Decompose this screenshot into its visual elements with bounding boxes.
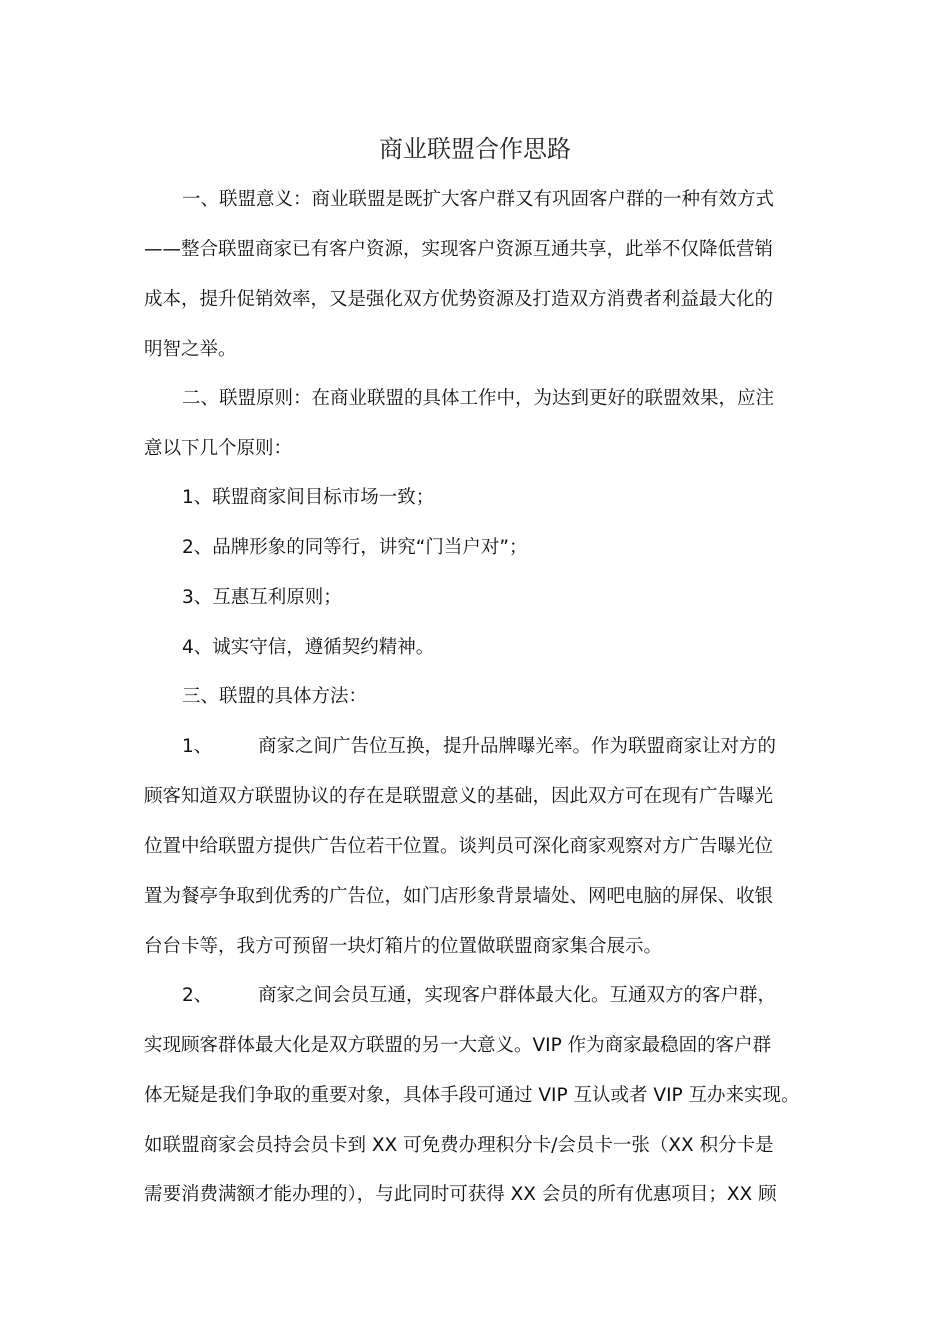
section-heading: 三、联盟的具体方法： [182, 686, 368, 707]
paragraph-line: 明智之举。 [144, 339, 237, 360]
paragraph-line: 成本，提升促销效率，又是强化双方优势资源及打造双方消费者利益最大化的 [144, 289, 774, 310]
paragraph-line: 意以下几个原则： [144, 438, 293, 459]
list-item: 2、品牌形象的同等行，讲究“门当户对”； [182, 537, 528, 558]
paragraph-line: 一、联盟意义：商业联盟是既扩大客户群又有巩固客户群的一种有效方式 [182, 189, 775, 210]
list-item: 1、联盟商家间目标市场一致； [182, 487, 435, 508]
list-item: 3、互惠互利原则； [182, 587, 342, 608]
paragraph-line: 体无疑是我们争取的重要对象，具体手段可通过 VIP 互认或者 VIP 互办来实现。 [144, 1085, 800, 1106]
paragraph-line: 位置中给联盟方提供广告位若干位置。谈判员可深化商家观察对方广告曝光位 [144, 836, 774, 857]
paragraph-line [182, 732, 814, 762]
paragraph-line: 置为餐亭争取到优秀的广告位，如门店形象背景墙处、网吧电脑的屏保、收银 [144, 886, 774, 907]
paragraph-line: 实现顾客群体最大化是双方联盟的另一大意义。VIP 作为商家最稳固的客户群 [144, 1035, 772, 1056]
paragraph-line: ——整合联盟商家已有客户资源，实现客户资源互通共享，此举不仅降低营销 [144, 239, 774, 260]
paragraph-line: 如联盟商家会员持会员卡到 XX 可免费办理积分卡/会员卡一张（XX 积分卡是 [144, 1135, 774, 1156]
paragraph-line: 二、联盟原则：在商业联盟的具体工作中，为达到更好的联盟效果，应注 [182, 388, 775, 409]
list-number: 1、 [182, 736, 213, 757]
page-title: 商业联盟合作思路 [379, 135, 571, 163]
paragraph-text: 商家之间会员互通，实现客户群体最大化。互通双方的客户群， [258, 985, 777, 1006]
paragraph-line: 需要消费满额才能办理的），与此同时可获得 XX 会员的所有优惠项目；XX 顾 [144, 1184, 777, 1205]
paragraph-text: 商家之间广告位互换，提升品牌曝光率。作为联盟商家让对方的 [258, 736, 777, 757]
paragraph-line: 台台卡等，我方可预留一块灯箱片的位置做联盟商家集合展示。 [144, 936, 663, 957]
paragraph-line [182, 981, 814, 1011]
list-item: 4、诚实守信，遵循契约精神。 [182, 637, 435, 658]
paragraph-line: 顾客知道双方联盟协议的存在是联盟意义的基础，因此双方可在现有广告曝光 [144, 786, 774, 807]
list-number: 2、 [182, 985, 213, 1006]
